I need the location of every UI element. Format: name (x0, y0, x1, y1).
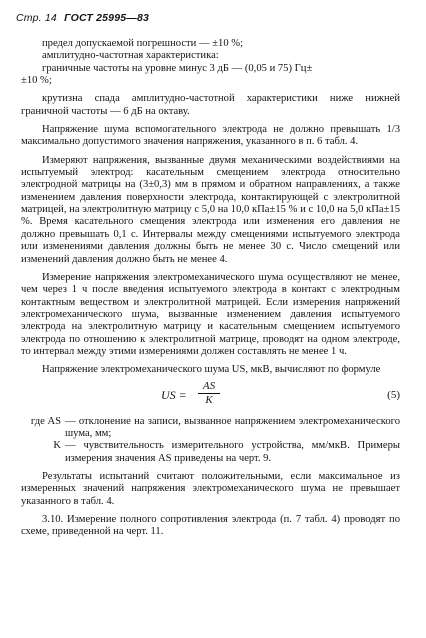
formula-intro-paragraph: Напряжение электромеханического шума US, мкВ, вычисляют по формуле (42, 364, 381, 376)
clause-3-10-paragraph: 3.10. Измерение полного сопротивления электрода (п. 7 табл. 4) проводят по схеме, приведенной на черт. 11. (21, 514, 400, 538)
rolloff-paragraph: крутизна спада амплитудно-частотной характеристики ниже нижней граничной частоты — 6 дБ на октаву. (21, 93, 400, 117)
cutoff-frequencies-tolerance: ±10 %; (21, 75, 52, 87)
definition-dash: — (65, 440, 76, 452)
mechanical-impact-paragraph: Измеряют напряжения, вызванные двумя механическими воздействиями на испытуемый электрод: касательным смещением электрода относительно электродной матрицы на (3±0,3) мм в прямом и обратном направлениях, а также изменением давления поверхности электрода, контактирующей с электролитной матрицей, на электролитную матрицу с 5,0 на 10,0 кПа±15 % и с 10,0 на 5,0 кПа±15 %. Время касательного смещения электрода или изменения его давления не должно превышать 0,1 с. Интервалы между смещениями испытуемого электрода или изменениями давления должны быть не менее 30 с. Число смещений или изменений давления должно быть не менее 4. (21, 154, 400, 265)
page-number: Стр. 14 (16, 12, 57, 24)
measurement-timing-paragraph: Измерение напряжения электромеханического шума осуществляют не менее, чем через 1 ч после введения испытуемого электрода в контакт с электродным контактным веществом и электролитной матрицей. Если измерения напряжений электромеханического шума, вызванные изменением давления испытуемого электрода на электролитную матрицу и касательным смещением испытуемого электрода по отношению к электролитной матрице, проводят на одном электроде, то интервал между этими измерениями должен составлять не менее 1 ч. (21, 271, 400, 357)
error-limit-line: предел допускаемой погрешности — ±10 %; (42, 38, 244, 49)
page-header (16, 12, 149, 24)
cutoff-frequencies-line: граничные частоты на уровне минус 3 дБ — (0,05 и 75) Гц± (42, 62, 313, 74)
formula-denominator: K (205, 393, 213, 406)
definition-row (21, 440, 400, 465)
frequency-response-heading: амплитудно-частотная характеристика: (42, 50, 219, 62)
formula-lhs: US = (161, 387, 187, 402)
definition-symbol: где AS (30, 415, 61, 427)
formula-number: (5) (387, 388, 400, 401)
results-paragraph: Результаты испытаний считают положительными, если максимальное из измеренных значений напряжения электромеханического шума не превышает указанного в табл. 4. (21, 470, 400, 507)
auxiliary-electrode-noise-paragraph: Напряжение шума вспомогательного электрода не должно превышать 1/3 максимально допустимого значения напряжения, указанного в п. 6 табл. 4. (21, 124, 400, 148)
definition-dash: — (65, 415, 76, 427)
formula-5 (21, 380, 400, 412)
definition-row (21, 416, 400, 441)
standard-designation: ГОСТ 25995—83 (64, 12, 150, 24)
formula-fraction (198, 380, 220, 407)
page-body (21, 38, 400, 539)
symbol-definitions (21, 416, 400, 465)
definition-text: чувствительность измерительного устройства, мм/мкВ. Примеры измерения значения AS приведены на черт. 9. (65, 440, 400, 464)
definition-symbol: K (53, 440, 61, 452)
definition-text: отклонение на записи, вызванное напряжением электромеханического шума, мм; (65, 415, 400, 439)
formula-numerator: AS (198, 380, 220, 394)
